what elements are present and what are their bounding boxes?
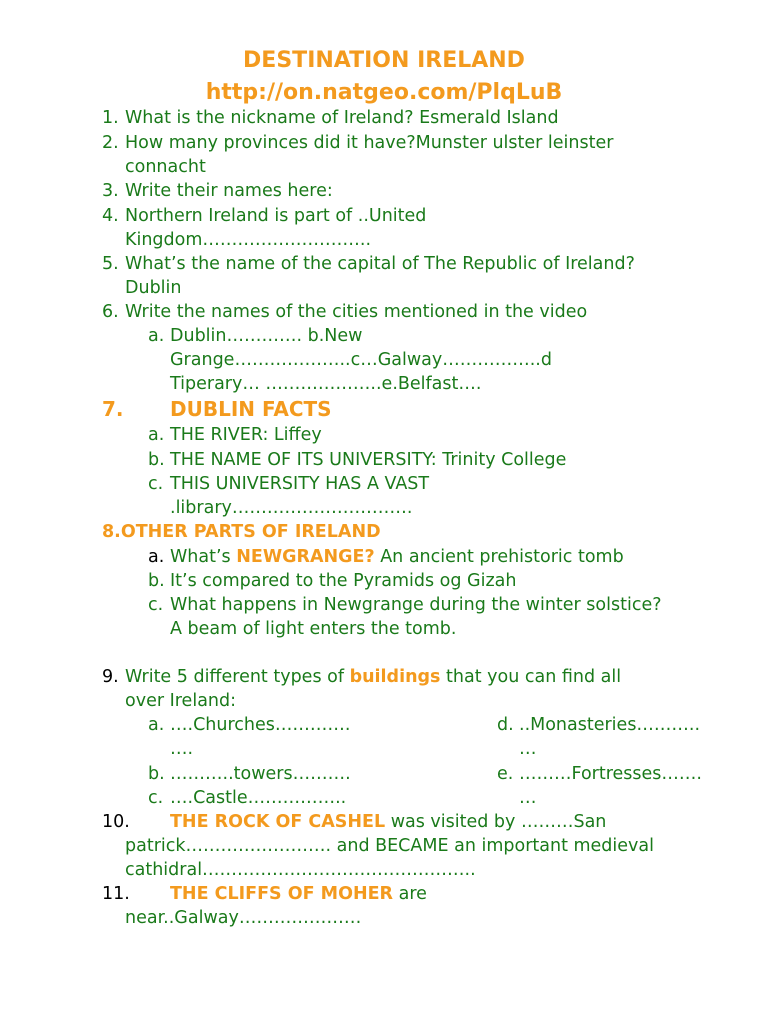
q8-a-text [170, 545, 624, 569]
q10-rock-of-cashel: THE ROCK OF CASHEL [170, 812, 386, 832]
q7-c-letter: c. [148, 474, 164, 494]
q8-c-letter: c. [148, 595, 164, 615]
q7-b-letter: b. [148, 450, 165, 470]
q5-number: 5. [102, 254, 119, 274]
q9-d-line2: … [519, 739, 537, 759]
q11-post: are [393, 884, 427, 904]
q9-b-text: ………..towers………. [170, 764, 351, 784]
q9-a-letter: a. [148, 715, 165, 735]
q9-e-letter: e. [497, 764, 514, 784]
q8-a-newgrange: NEWGRANGE? [236, 547, 375, 567]
q1-text: What is the nickname of Ireland? Esmerald Island [125, 108, 559, 128]
q4-text-line1: Northern Ireland is part of ..United [125, 206, 427, 226]
q10-post: was visited by ………San [385, 812, 607, 832]
q9-c-text: ….Castle…………….. [170, 788, 347, 808]
document-title: DESTINATION IRELAND [243, 48, 525, 73]
q7-a-text: THE RIVER: Liffey [170, 425, 322, 445]
q7-c-line1: THIS UNIVERSITY HAS A VAST [170, 474, 430, 494]
q9-text-line2: over Ireland: [125, 691, 237, 711]
q7-heading: DUBLIN FACTS [170, 397, 332, 421]
q8-heading: 8.OTHER PARTS OF IRELAND [102, 522, 381, 542]
q9-a-line1: ….Churches…………. [170, 715, 351, 735]
q7-a-letter: a. [148, 425, 165, 445]
q6-number: 6. [102, 302, 119, 322]
q2-text-line1: How many provinces did it have?Munster ulster leinster [125, 133, 614, 153]
q8-c-line2: A beam of light enters the tomb. [170, 619, 457, 639]
q9-buildings: buildings [349, 667, 441, 687]
q5-text-line2: Dublin [125, 278, 182, 298]
q9-e-line2: … [519, 788, 537, 808]
q9-e-line1: ………Fortresses……. [519, 764, 702, 784]
q2-text-line2: connacht [125, 157, 206, 177]
q8-a-letter: a. [148, 547, 165, 567]
q6-a-line3: Tiperary… ………………..e.Belfast…. [170, 374, 482, 394]
q8-c-line1: What happens in Newgrange during the winter solstice? [170, 595, 662, 615]
q1-number: 1. [102, 108, 119, 128]
q7-number: 7. [102, 397, 124, 421]
q11-text-line2: near..Galway………………… [125, 908, 362, 928]
q9-b-letter: b. [148, 764, 165, 784]
q6-a-line2: Grange………………..c…Galway……………..d [170, 350, 552, 370]
document-url: http://on.natgeo.com/PlqLuB [205, 80, 563, 105]
q10-text-line2: patrick……………………. and BECAME an important medieval [125, 836, 654, 856]
q9-d-letter: d. [497, 715, 514, 735]
q4-text-line2: Kingdom……………………….. [125, 230, 372, 250]
q11-cliffs-of-moher: THE CLIFFS OF MOHER [170, 884, 394, 904]
q9-text-line1 [125, 665, 621, 689]
q9-post: that you can find all [440, 667, 622, 687]
q10-text-line3: cathidral……………………………………….. [125, 860, 476, 880]
q7-c-line2: .library…………………………. [170, 498, 413, 518]
q8-b-letter: b. [148, 571, 165, 591]
q3-text: Write their names here: [125, 181, 333, 201]
q3-number: 3. [102, 181, 119, 201]
q7-b-text: THE NAME OF ITS UNIVERSITY: Trinity College [170, 450, 567, 470]
q11-number: 11. [102, 884, 130, 904]
q5-text-line1: What’s the name of the capital of The Republic of Ireland? [125, 254, 635, 274]
q9-number: 9. [102, 667, 119, 687]
q10-text-line1 [170, 810, 606, 834]
q6-a-letter: a. [148, 326, 165, 346]
q6-a-line1: Dublin…………. b.New [170, 326, 363, 346]
q9-d-line1: ..Monasteries……….. [519, 715, 701, 735]
q6-text: Write the names of the cities mentioned in the video [125, 302, 588, 322]
q9-c-letter: c. [148, 788, 164, 808]
q11-text-line1 [170, 882, 427, 906]
q4-number: 4. [102, 206, 119, 226]
q2-number: 2. [102, 133, 119, 153]
q8-b-text: It’s compared to the Pyramids og Gizah [170, 571, 517, 591]
q9-a-line2: …. [170, 739, 194, 759]
q8-a-post: An ancient prehistoric tomb [374, 547, 624, 567]
q10-number: 10. [102, 812, 130, 832]
q9-pre: Write 5 different types of [125, 667, 350, 687]
q8-a-pre: What’s [170, 547, 237, 567]
